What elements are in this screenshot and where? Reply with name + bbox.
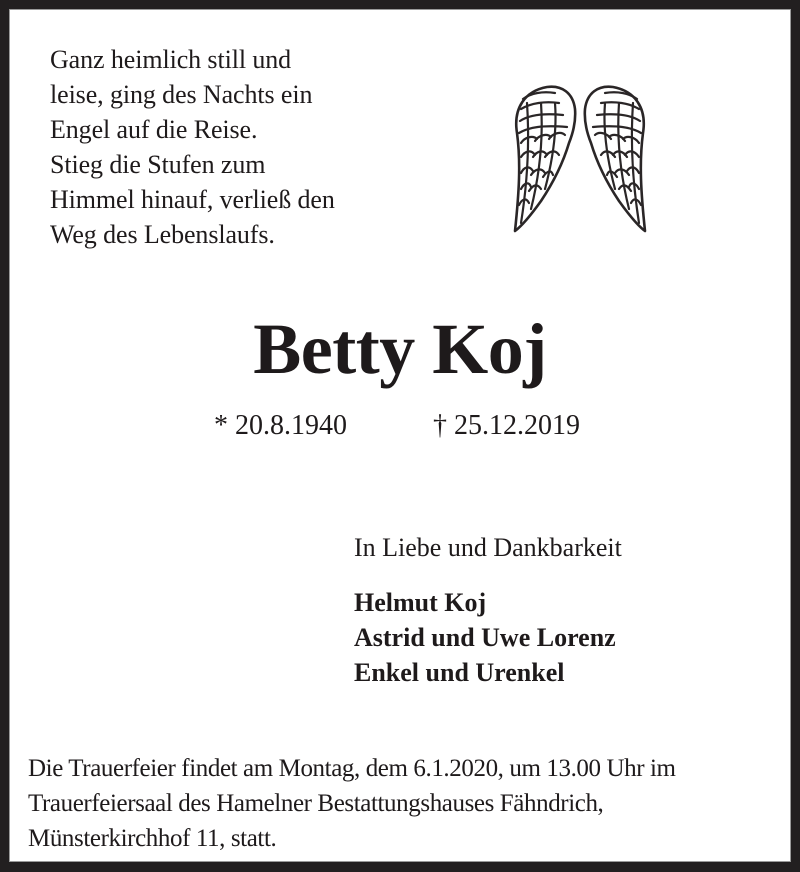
- poem-line: Weg des Lebenslaufs.: [50, 220, 275, 249]
- death-date: † 25.12.2019: [433, 410, 580, 441]
- ceremony-info: [28, 751, 676, 856]
- mourner: Astrid und Uwe Lorenz: [354, 623, 616, 652]
- poem: [50, 42, 335, 252]
- ceremony-line: Münsterkirchhof 11, statt.: [28, 825, 277, 852]
- mourner: Enkel und Urenkel: [354, 658, 565, 687]
- ceremony-line: Die Trauerfeier findet am Montag, dem 6.1.2020, um 13.00 Uhr im: [28, 755, 676, 782]
- deceased-name: Betty Koj: [253, 309, 547, 389]
- poem-line: Stieg die Stufen zum: [50, 150, 266, 179]
- poem-line: Engel auf die Reise.: [50, 115, 258, 144]
- mourner: Helmut Koj: [354, 588, 487, 617]
- poem-line: Himmel hinauf, verließ den: [50, 185, 335, 214]
- thanks-line: In Liebe und Dankbarkeit: [354, 533, 622, 562]
- obituary-notice: [9, 9, 791, 862]
- poem-line: Ganz heimlich still und: [50, 45, 292, 74]
- angel-wings-icon: [507, 73, 653, 235]
- poem-line: leise, ging des Nachts ein: [50, 80, 313, 109]
- mourners-list: [354, 585, 616, 690]
- left-wing-icon: [515, 87, 575, 231]
- birth-date: * 20.8.1940: [214, 410, 347, 441]
- ceremony-line: Trauerfeiersaal des Hamelner Bestattungshauses Fähndrich,: [28, 790, 604, 817]
- right-wing-icon: [585, 87, 645, 231]
